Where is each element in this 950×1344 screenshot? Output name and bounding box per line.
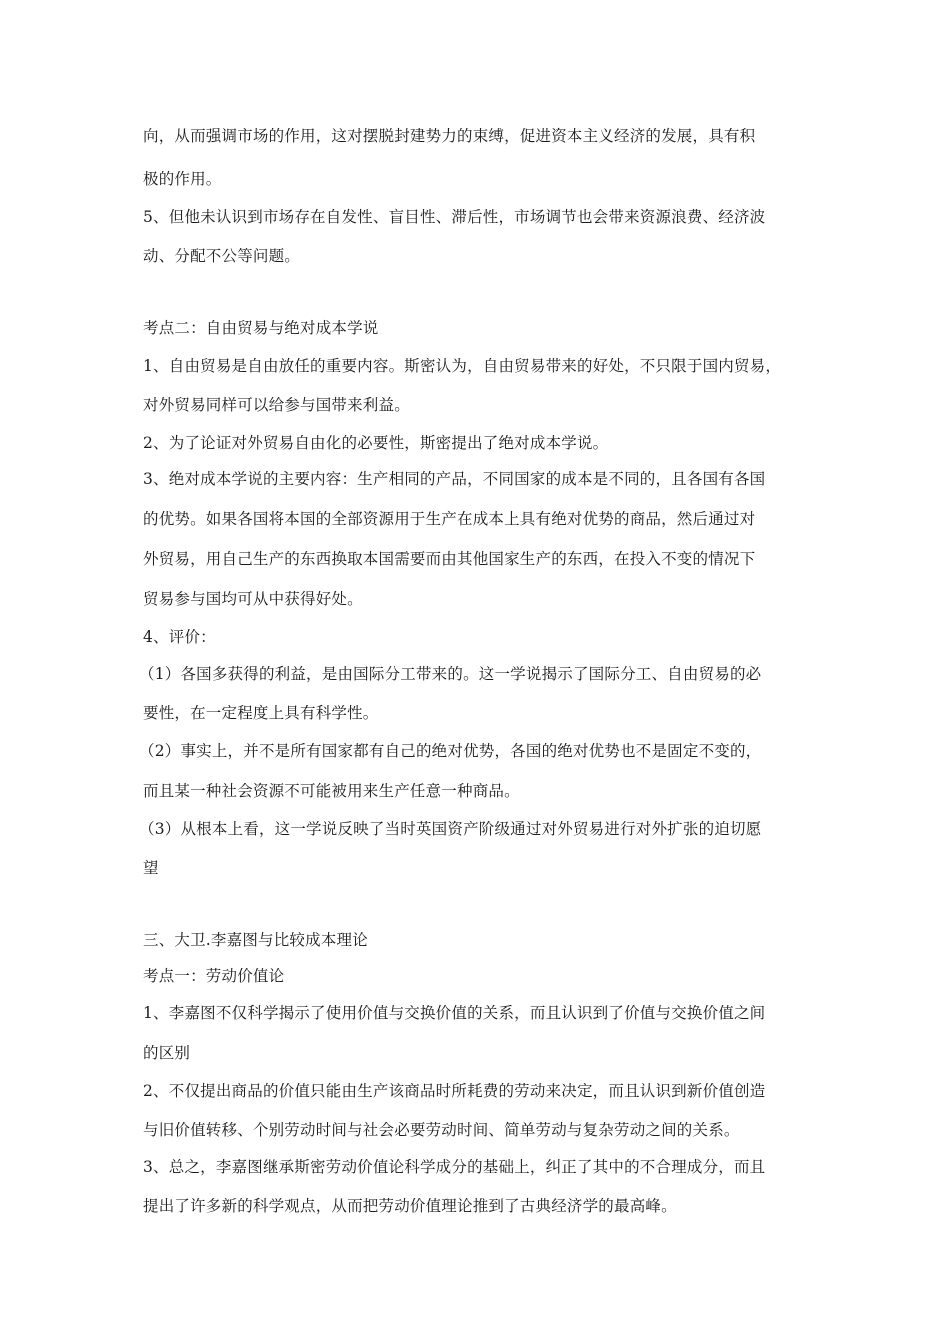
- text-line: （3）从根本上看，这一学说反映了当时英国资产阶级通过对外贸易进行对外扩张的迫切愿: [139, 820, 762, 838]
- text-line: （1）各国多获得的利益，是由国际分工带来的。这一学说揭示了国际分工、自由贸易的必: [139, 665, 762, 683]
- section-heading: 考点一：劳动价值论: [143, 967, 285, 985]
- text-line: 而且某一种社会资源不可能被用来生产任意一种商品。: [143, 782, 520, 800]
- text-line: 与旧价值转移、个别劳动时间与社会必要劳动时间、简单劳动与复杂劳动之间的关系。: [143, 1121, 740, 1139]
- text-line: 的优势。如果各国将本国的全部资源用于生产在成本上具有绝对优势的商品，然后通过对: [143, 510, 756, 528]
- text-line: 1、李嘉图不仅科学揭示了使用价值与交换价值的关系，而且认识到了价值与交换价值之间: [143, 1004, 766, 1022]
- text-line: 3、总之，李嘉图继承斯密劳动价值论科学成分的基础上，纠正了其中的不合理成分，而且: [143, 1158, 766, 1176]
- text-line: 1、自由贸易是自由放任的重要内容。斯密认为，自由贸易带来的好处，不只限于国内贸易，: [143, 357, 782, 375]
- text-line: （2）事实上，并不是所有国家都有自己的绝对优势，各国的绝对优势也不是固定不变的，: [139, 742, 762, 760]
- text-line: 提出了许多新的科学观点，从而把劳动价值理论推到了古典经济学的最高峰。: [143, 1197, 677, 1215]
- text-line: 贸易参与国均可从中获得好处。: [143, 590, 363, 608]
- text-line: 2、不仅提出商品的价值只能由生产该商品时所耗费的劳动来决定，而且认识到新价值创造: [143, 1082, 766, 1100]
- text-line: 的区别: [143, 1044, 191, 1062]
- section-heading: 考点二：自由贸易与绝对成本学说: [143, 319, 379, 337]
- text-line: 3、绝对成本学说的主要内容：生产相同的产品，不同国家的成本是不同的，且各国有各国: [143, 470, 766, 488]
- text-line: 动、分配不公等问题。: [143, 247, 301, 265]
- text-line: 极的作用。: [143, 170, 222, 188]
- text-line: 4、评价：: [143, 628, 216, 646]
- text-line: 望: [143, 859, 159, 877]
- text-line: 向，从而强调市场的作用，这对摆脱封建势力的束缚，促进资本主义经济的发展，具有积: [143, 127, 756, 145]
- text-line: 对外贸易同样可以给参与国带来利益。: [143, 396, 410, 414]
- text-line: 外贸易，用自己生产的东西换取本国需要而由其他国家生产的东西，在投入不变的情况下: [143, 550, 756, 568]
- text-line: 要性，在一定程度上具有科学性。: [143, 704, 379, 722]
- text-line: 2、为了论证对外贸易自由化的必要性，斯密提出了绝对成本学说。: [143, 434, 609, 452]
- text-line: 5、但他未认识到市场存在自发性、盲目性、滞后性，市场调节也会带来资源浪费、经济波: [143, 208, 766, 226]
- chapter-heading: 三、大卫.李嘉图与比较成本理论: [143, 931, 368, 949]
